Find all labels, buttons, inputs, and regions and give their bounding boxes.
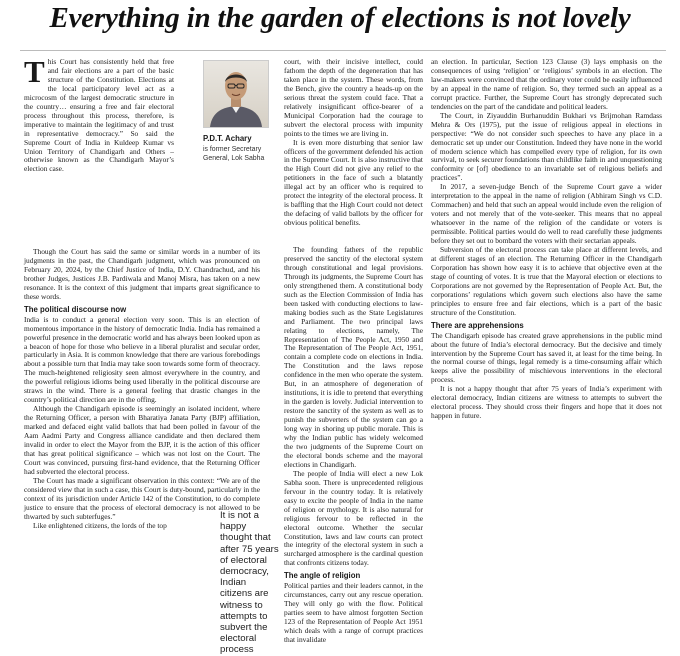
paragraph-4: Although the Chandigarh episode is seemingly an isolated incident, where the Returning Officer, a person with Bharatiya Janata Party (BJP) affiliation, marked and defaced eight valid ballots that had been polled in favour of the Aam Aadmi Party and Congress alliance candidate and then declared them invalid in order to elect the Mayor from the BJP, it is the action of this officer that has great political significance – which was not lost on the Court. The Court was convinced, pursuing first-hand evidence, that the Returning Officer had subverted the electoral process.	[24, 404, 260, 476]
article-column-1-bottom	[24, 248, 260, 531]
subheading-political-discourse: The political discourse now	[24, 304, 127, 314]
article-column-2-bottom	[284, 246, 423, 645]
paragraph-2: Though the Court has said the same or similar words in a number of its judgments in the past, the Chandigarh judgment, which was pronounced on February 20, 2024, by the Chief Justice of India, D.Y. Chandrachud, and his brother Judges, Justices J.B. Pardiwala and Manoj Misra, has taken on a new resonance. It is the context of this judgment that imparts great significance to these words.	[24, 247, 260, 301]
paragraph-8: It is even more disturbing that senior law officers of the government defended his action in the Supreme Court. It is also instructive that the High Court did not give any relief to the petitioners in the face of such a blatantly illegal act by an officer who is required to protect the integrity of the electoral process. It is baffling that the High Court could not detect the defacing of valid ballots by the officer for obvious political benefits.	[284, 137, 423, 228]
paragraph-16: The Chandigarh episode has created grave apprehensions in the public mind about the future of India’s electoral democracy. But the decisive and timely intervention by the Supreme Court has saved it, at least for the time being. In the normal course of things, legal remedy is a time-consuming affair which keeps alive the possibility of mischievous interventions in the electoral process.	[431, 330, 662, 385]
article-column-2-top	[284, 58, 423, 228]
drop-cap: T	[24, 54, 45, 89]
author-name: P.D.T. Achary	[203, 134, 252, 143]
paragraph-5: The Court has made a significant observation in this context: “We are of the considered view that in such a case, this Court is duty-bound, particularly in the context of its jurisdiction under Article 142 of the Constitution, to do complete justice to ensure that the process of electoral democracy is not allowed to be thwarted by such subterfuges.”	[24, 475, 260, 521]
paragraph-17: It is not a happy thought that after 75 years of India’s experiment with electoral democracy, Indian citizens are witness to attempts to subvert the electoral process. They should cross their fingers and hope that it does not happen in future.	[431, 384, 662, 421]
article-column-3	[431, 58, 662, 421]
paragraph-10: The people of India will elect a new Lok Sabha soon. There is unprecedented religious fervour in the country today. It is relatively easy to excite the people of India in the name of religion or mythology. It is also natural for religious fervour to be reflected in the electoral outcome. Whether the secular Constitution, laws and law courts can protect the integrity of the electoral system in such a surcharged atmosphere is the cardinal question that confronts citizens today.	[284, 468, 423, 568]
paragraph-1	[24, 54, 174, 174]
article-column-1-top	[24, 54, 174, 174]
subheading-angle-of-religion: The angle of religion	[284, 571, 361, 581]
paragraph-7: court, with their incisive intellect, could fathom the depth of the degeneration that has taken place in the system. These words, from the Bench, give the country a heads-up on the serious threat the system could face. That a relatively insignificant office-bearer of a Municipal Corporation had the courage to subvert the electoral process with impunity points to the times we are living in.	[284, 57, 423, 138]
headline: Everything in the garden of elections is not lovely	[49, 2, 631, 34]
author-role: is former Secretary General, Lok Sabha	[203, 146, 265, 162]
paragraph-14: In 2017, a seven-judge Bench of the Supreme Court gave a wider interpretation to the appeal in the name of religion (Abhiram Singh vs C.D. Commachen) and held that such an appeal would include even the religion of voters and not merely that of the vote-seeker. This means that no appeal whatsoever in the name of the religion of the candidate or voters is permissible. Political parties would do well to read carefully these judgments before they set out to bombard the voters with their sectarian appeals.	[431, 182, 662, 246]
paragraph-1-text: his Court has consistently held that free and fair elections are a part of the basic structure of the Constitution. Elections at the local participatory level act as a microcosm of the largest democratic structure in the country… ensuring a free and fair electoral process throughout this process, therefore, is imperative to maintain the legitimacy of and trust in representative democracy.” So said the Supreme Court of India in Kuldeep Kumar vs Union Territory of Chandigarh and Others – otherwise known as the Chandigarh Mayor’s election case.	[24, 57, 174, 174]
paragraph-6: Like enlightened citizens, the lords of the top	[33, 520, 167, 530]
author-byline	[203, 134, 281, 163]
author-photo	[203, 60, 269, 128]
paragraph-11: Political parties and their leaders cannot, in the circumstances, carry out any rescue operation. They will only go with the flow. Political parties seem to have almost forgotten Section 123 of the Representation of People Act 1951 which deals with a range of corrupt practices that invalidate	[284, 581, 423, 644]
pull-quote: It is not a happy thought that after 75 years of electoral democracy, Indian citizens are witness to attempts to subvert the electoral process	[220, 510, 279, 656]
paragraph-12: an election. In particular, Section 123 Clause (3) lays emphasis on the consequences of using ‘religion’ or ‘religious’ symbols in an election. The law-makers were convinced that the ordinary voter could be easily influenced by an appeal in the name of religion. So, they termed such an appeal as a corrupt practice. Further, the Supreme Court has strongly deprecated such tendencies on the part of the candidate and political leaders.	[431, 57, 662, 111]
paragraph-3: India is to conduct a general election very soon. This is an election of momentous importance in the history of democratic India. India has remained a powerful presence in the democratic world and has always been looked upon as a beacon of hope for those who believe in a liberal pluralist and secular order, particularly in Asia. It is common knowledge that there are various forebodings about a possible turn that India may take soon towards some form of theocracy. The much-heightened religiosity seen almost everywhere in the country, and the powerful religious idioms being used liberally in the political discourse are straws in the wind. There is a general feeling that drastic changes in the country’s political direction are in the offing.	[24, 314, 260, 405]
subheading-apprehensions: There are apprehensions	[431, 320, 524, 330]
paragraph-15: Subversion of the electoral process can take place at different levels, and at different stages of an election. The Returning Officer in the Chandigarh Corporation has shown how easy it is to achieve that objective even at the stage of counting of votes. It is true that the Mayoral election or elections to Corporations are not governed by the Representation of People Act. But, the corporations’ regulations which govern such elections also have the same principles to ensure free and fair elections, which is a part of the basic structure of the Constitution.	[431, 245, 662, 317]
portrait-icon	[204, 61, 268, 127]
headline-divider	[20, 50, 666, 51]
paragraph-13: The Court, in Ziyauddin Burhanuddin Bukhari vs Brijmohan Ramdass Mehra & Ors (1975), put the issue of religious appeal in elections in perspective: “We do not consider such speeches to have any place in a democratic set up under our Constitution. Indeed they have none in the world of modern science which has compelled every type of religion, for its own survival, to seek securer foundations than childlike faith in and unquestioning conformity or [of] obedience to an invariable set of religious beliefs and practices”.	[431, 110, 662, 183]
paragraph-9: The founding fathers of the republic preserved the sanctity of the electoral system through constitutional and legal provisions. Through its judgments, the Supreme Court has only strengthened them. A constitutional body such as the Election Commission of India has been tasked with conducting elections to law-making bodies such as the State Legislatures and Parliament. The two principal laws relating to elections, namely, The Representation of The People Act, 1950 and The Representation of The People Act, 1951, contain a complete code on elections in India. The Constitution and the laws repose confidence in the men who operate the system. But, in an atmosphere of degeneration of institutions, it is idle to pretend that everything in the garden is lovely. Judicial intervention to restore the sanctity of the system as well as to punish the subverters of the system can go a long way in shoring up public morale. This is why the Indian public has widely welcomed the two judgments of the Supreme Court on the electoral bonds scheme and the mayoral elections in Chandigarh.	[284, 245, 423, 469]
